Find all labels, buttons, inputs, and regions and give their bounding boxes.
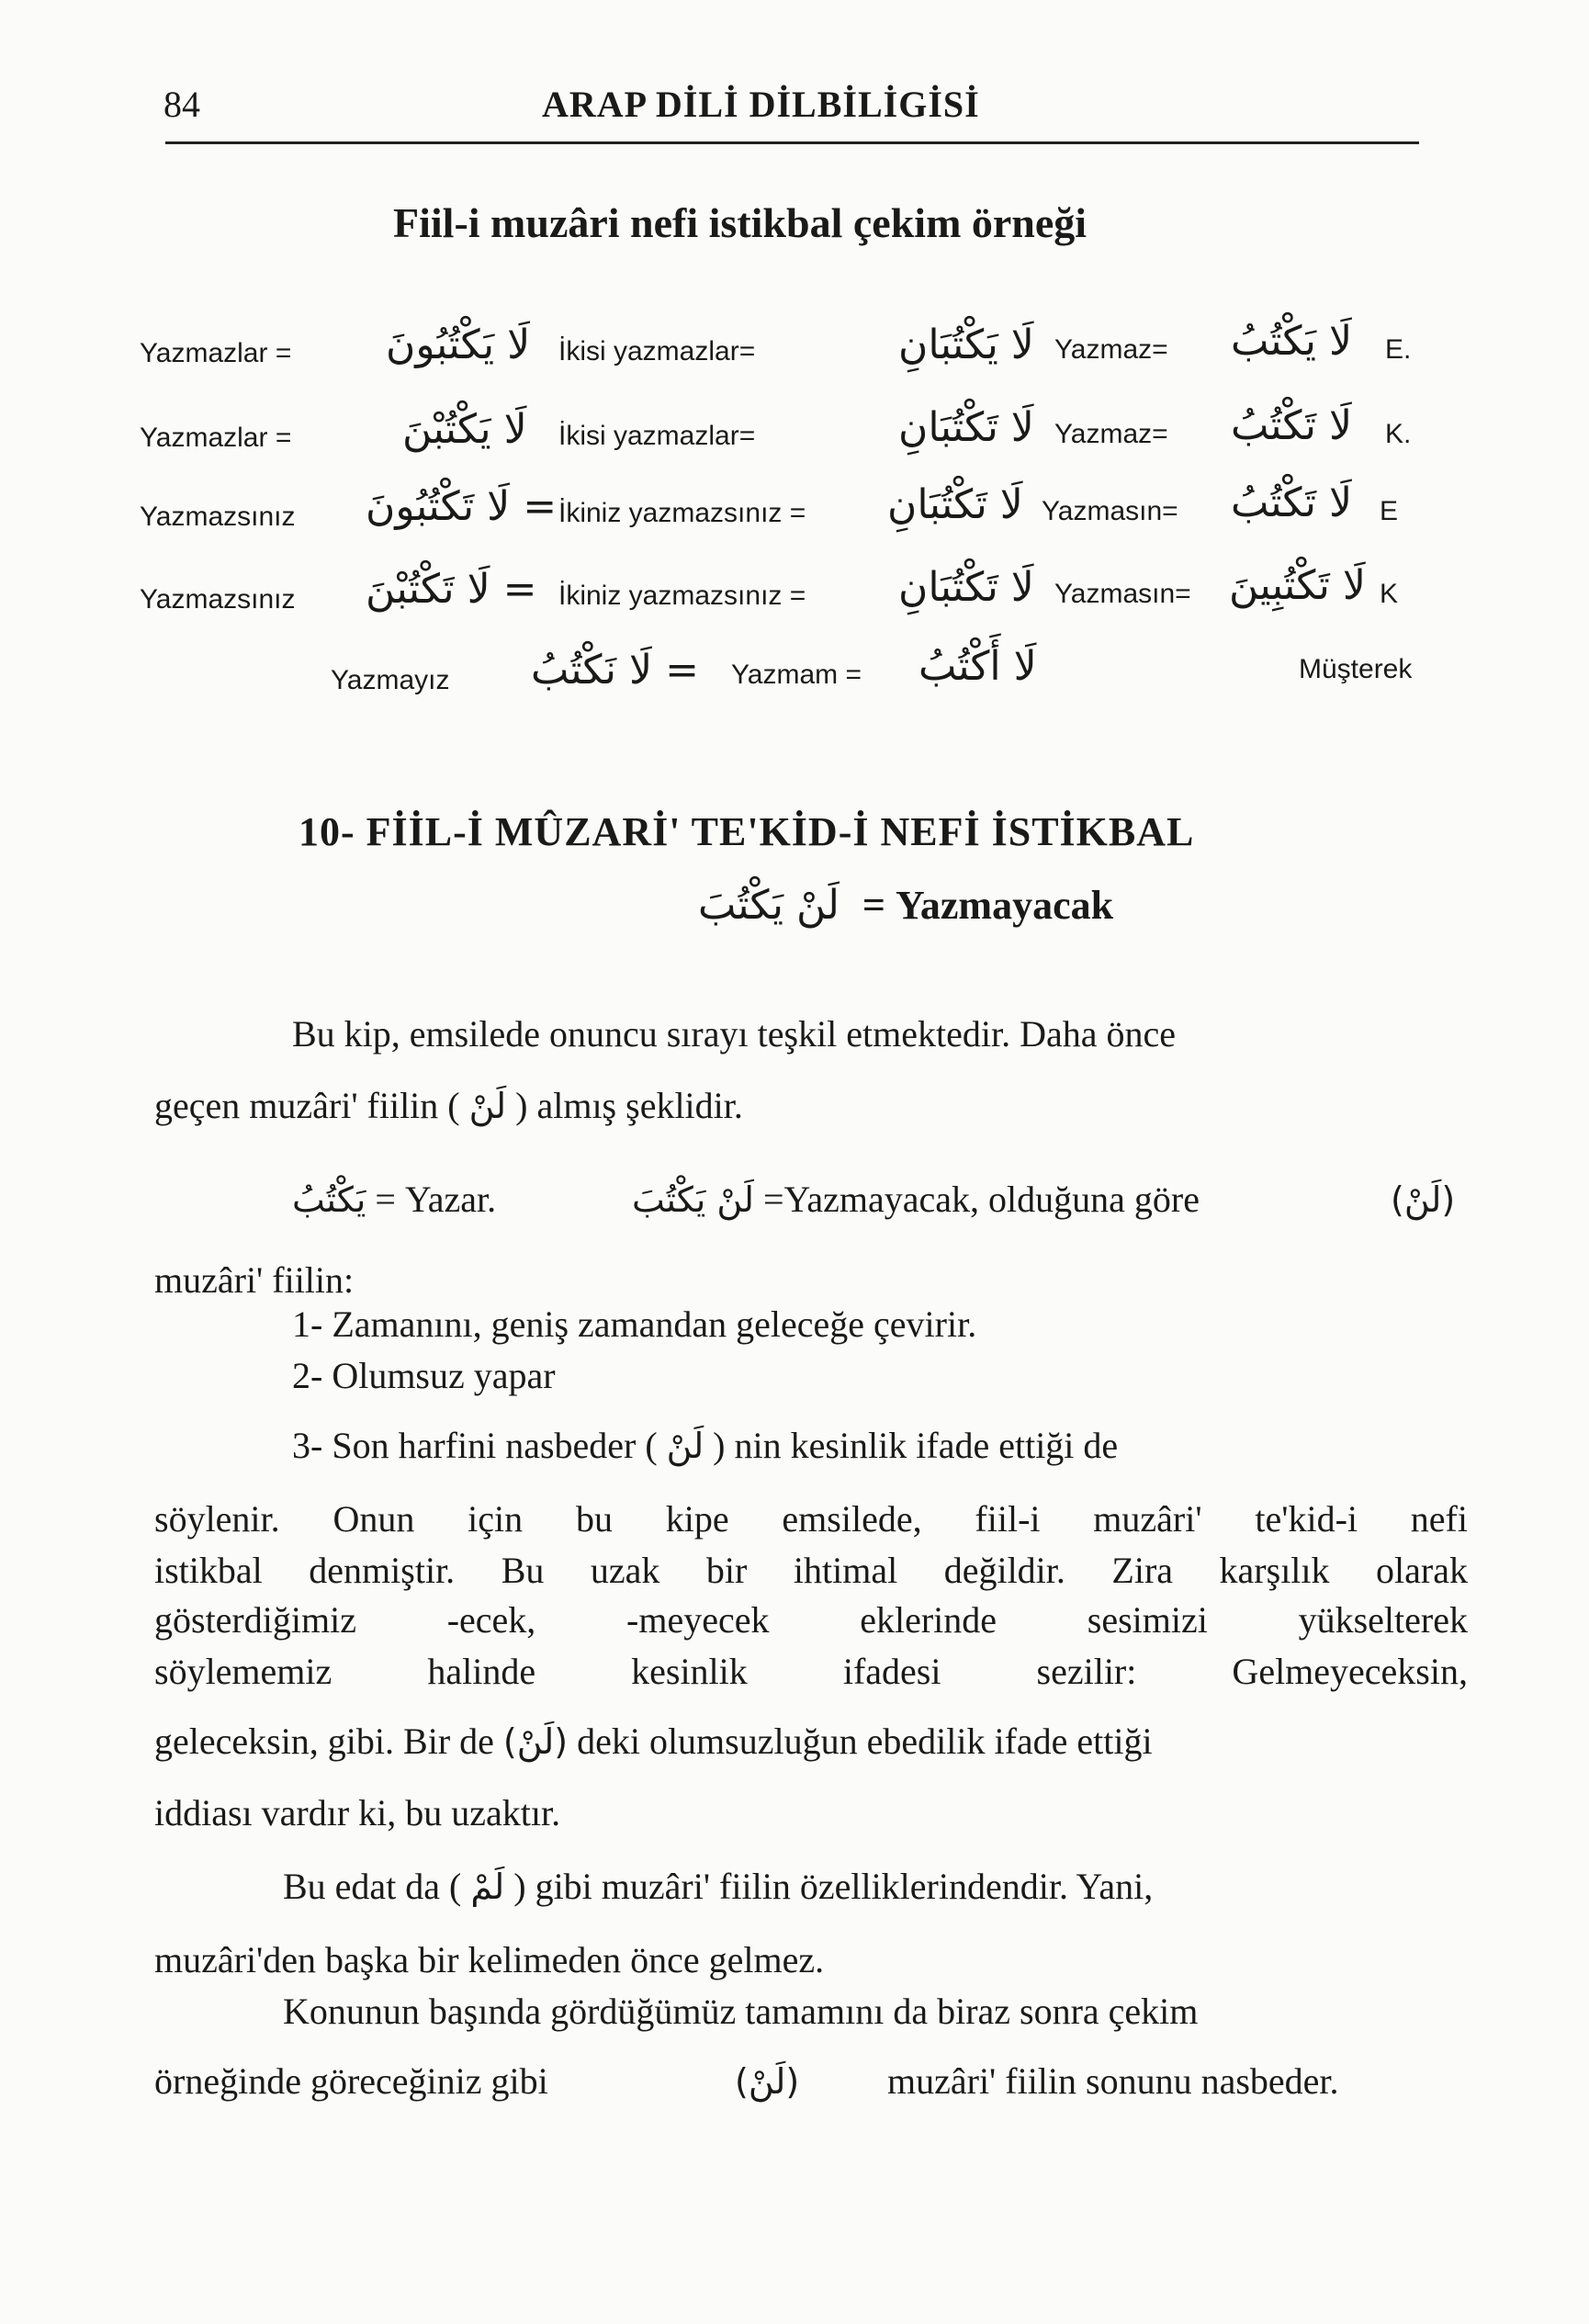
- row-arabic-col2: لَا تَكْتُبَانِ: [898, 404, 1034, 451]
- row-label-col2: Yazmam =: [731, 660, 862, 690]
- section-subtitle: [698, 882, 1113, 929]
- text-run: ) gibi muzâri' fiilin özelliklerindendir. Yani,: [513, 1866, 1154, 1907]
- text-run: geçen muzâri' fiilin (: [154, 1085, 460, 1126]
- table-title: Fiil-i muzâri nefi istikbal çekim örneği: [393, 199, 1088, 246]
- text-run: 3- Son harfini nasbeder (: [292, 1425, 658, 1466]
- running-header: ARAP DİLİ DİLBİLİGİSİ: [542, 84, 980, 125]
- row-arabic-col2: لَا أَكْتُبُ: [918, 643, 1037, 690]
- section-subtitle-text: = Yazmayacak: [862, 883, 1114, 928]
- paragraph-line: istikbal denmiştir. Bu uzak bir ihtimal değildir. Zira karşılık olarak: [154, 1550, 1468, 1591]
- row-gender-tag: K.: [1385, 419, 1412, 449]
- row-common-tag: Müşterek: [1299, 654, 1413, 684]
- arabic-word: (لَنْ): [502, 1721, 569, 1762]
- paragraph-line: söylememiz halinde kesinlik ifadesi sezilir: Gelmeyeceksin,: [154, 1651, 1468, 1692]
- paragraph-line: söylenir. Onun için bu kipe emsilede, fiil-i muzâri' te'kid-i nefi: [154, 1498, 1468, 1540]
- row-label-col1: Yazmazlar =: [140, 423, 292, 453]
- row-label-col3: Yazmaz=: [1054, 334, 1168, 365]
- list-item: 2- Olumsuz yapar: [292, 1355, 556, 1396]
- row-arabic-col3: لَا يَكْتُبُ: [1231, 318, 1353, 365]
- row-arabic-col2: لَا تَكْتُبَانِ: [898, 564, 1034, 611]
- row-label-col1: Yazmazsınız: [140, 502, 296, 532]
- row-label-col2: İkiniz yazmazsınız =: [558, 581, 806, 611]
- paragraph-line: Konunun başında gördüğümüz tamamını da biraz sonra çekim: [283, 1991, 1199, 2032]
- row-arabic-col3: لَا تَكْتُبُ: [1231, 479, 1353, 526]
- paragraph-line: [154, 2058, 548, 2105]
- arabic-word: لَنْ يَكْتُبَ: [632, 1179, 754, 1220]
- row-arabic-col1: لَا يَكْتُبُونَ: [386, 322, 531, 368]
- row-label-col2: İkisi yazmazlar=: [558, 421, 756, 451]
- row-label-col1: Yazmazsınız: [140, 584, 296, 615]
- row-arabic-col1: = لَا تَكْتُبْنَ: [366, 566, 537, 613]
- section-subtitle-arabic: لَنْ يَكْتُبَ: [698, 882, 840, 929]
- arabic-word: لَنْ: [468, 1086, 507, 1126]
- row-label-col1: Yazmazlar =: [140, 338, 292, 368]
- paragraph-line: gösterdiğimiz -ecek, -meyecek eklerinde sesimizi yükselterek: [154, 1599, 1468, 1641]
- text-run: deki olumsuzluğun ebedilik ifade ettiği: [577, 1720, 1153, 1762]
- page-number: 84: [163, 84, 200, 125]
- row-label-col2: İkisi yazmazlar=: [558, 336, 756, 367]
- row-label-col1: Yazmayız: [331, 665, 450, 695]
- row-arabic-col1: لَا يَكْتُبْنَ: [402, 406, 527, 453]
- row-arabic-col1: = لَا تَكْتُبُونَ: [366, 483, 558, 530]
- example-line: [632, 1176, 1200, 1224]
- section-title: 10- FİİL-İ MÛZARİ' TE'KİD-İ NEFİ İSTİKBAL: [299, 809, 1195, 854]
- paragraph-line: [283, 1863, 1153, 1911]
- row-gender-tag: E: [1380, 496, 1399, 526]
- text-run: ) almış şeklidir.: [515, 1085, 743, 1126]
- text-run: Bu edat da (: [283, 1866, 462, 1907]
- paragraph-line: muzâri'den başka bir kelimeden önce gelmez.: [154, 1939, 825, 1980]
- row-arabic-col1: = لَا نَكْتُبُ: [531, 647, 699, 694]
- row-arabic-col2: لَا يَكْتُبَانِ: [898, 322, 1034, 368]
- list-item: [292, 1422, 1118, 1470]
- row-label-col2: İkiniz yazmazsınız =: [558, 498, 806, 528]
- text-run: ) nin kesinlik ifade ettiği de: [713, 1425, 1119, 1466]
- arabic-word: لَمْ: [470, 1867, 505, 1907]
- row-arabic-col2: لَا تَكْتُبَانِ: [887, 481, 1023, 528]
- example-line: [1391, 1176, 1455, 1224]
- row-arabic-col3: لَا تَكْتُبِينَ: [1229, 562, 1366, 609]
- paragraph-line: muzâri' fiilin:: [154, 1259, 355, 1301]
- row-label-col3: Yazmasın=: [1054, 579, 1191, 609]
- paragraph-line: [887, 2058, 1339, 2105]
- arabic-word: (لَنْ): [735, 2061, 800, 2102]
- paragraph-line: Bu kip, emsilede onuncu sırayı teşkil etmektedir. Daha önce: [292, 1013, 1176, 1055]
- row-gender-tag: K: [1380, 579, 1399, 609]
- text-run: geleceksin, gibi. Bir de: [154, 1720, 494, 1762]
- row-gender-tag: E.: [1385, 334, 1412, 365]
- paragraph-line: iddiası vardır ki, bu uzaktır.: [154, 1792, 561, 1833]
- row-arabic-col3: لَا تَكْتُبُ: [1231, 402, 1353, 449]
- text-run: örneğinde göreceğiniz gibi: [154, 2060, 548, 2102]
- paragraph-line: [154, 1082, 743, 1130]
- arabic-word: يَكْتُبُ: [292, 1179, 366, 1220]
- arabic-word: (لَنْ): [1391, 1179, 1456, 1220]
- paragraph-line: [735, 2058, 799, 2105]
- example-line: [292, 1176, 496, 1224]
- paragraph-line: [154, 1718, 1153, 1766]
- text-run: =Yazmayacak, olduğuna göre: [762, 1179, 1200, 1220]
- header-divider: [165, 141, 1419, 144]
- row-label-col3: Yazmaz=: [1054, 419, 1168, 449]
- text-run: muzâri' fiilin sonunu nasbeder.: [887, 2060, 1339, 2102]
- list-item: 1- Zamanını, geniş zamandan geleceğe çevirir.: [292, 1303, 977, 1345]
- text-run: = Yazar.: [375, 1179, 497, 1220]
- arabic-word: لَنْ: [666, 1426, 704, 1466]
- row-label-col3: Yazmasın=: [1042, 496, 1178, 526]
